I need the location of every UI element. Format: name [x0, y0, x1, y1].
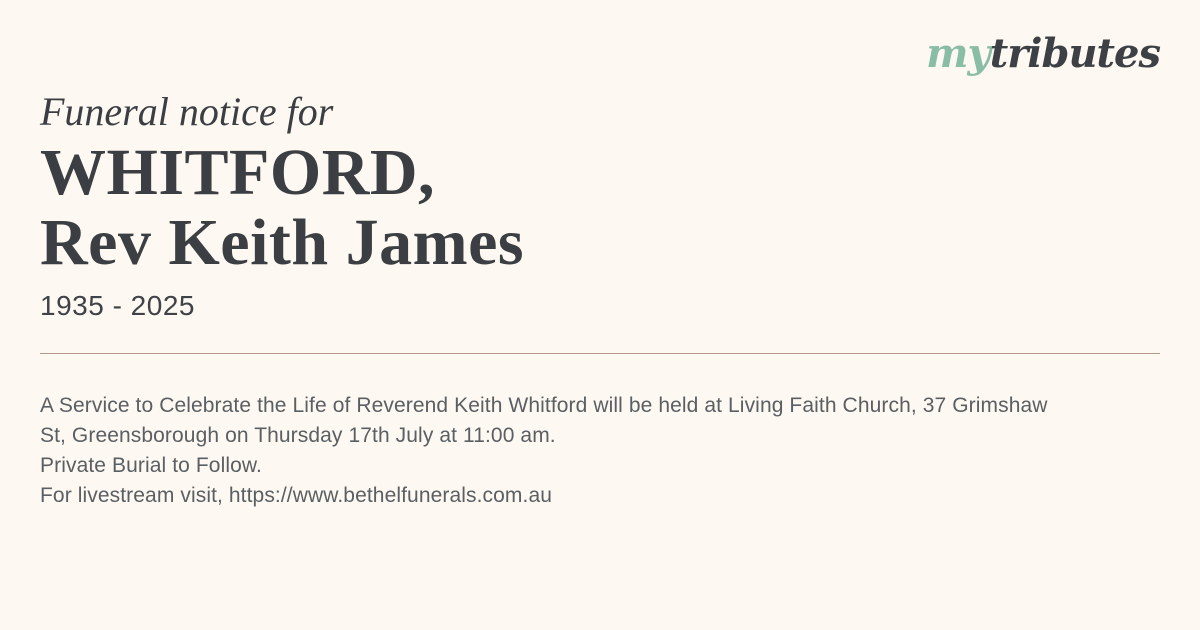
deceased-name: [40, 138, 524, 278]
detail-line-service: A Service to Celebrate the Life of Reverend Keith Whitford will be held at Living Faith Church, 37 Grimshaw: [40, 394, 1048, 417]
deceased-given-names: Rev Keith James: [40, 206, 525, 279]
mytributes-logo: [926, 30, 1160, 77]
detail-line-livestream-url: For livestream visit, https://www.bethelfunerals.com.au: [40, 484, 553, 507]
notice-details: [40, 391, 1048, 511]
notice-kicker: Funeral notice for: [40, 89, 334, 134]
logo-tributes-text: tributes: [989, 30, 1160, 77]
divider-line: [40, 353, 1160, 354]
life-years: 1935 - 2025: [40, 290, 195, 321]
detail-line-burial: Private Burial to Follow.: [40, 454, 262, 477]
logo-my-text: my: [926, 30, 990, 77]
detail-line-location-time: St, Greensborough on Thursday 17th July at 11:00 am.: [40, 424, 556, 447]
deceased-surname: WHITFORD,: [40, 136, 436, 209]
